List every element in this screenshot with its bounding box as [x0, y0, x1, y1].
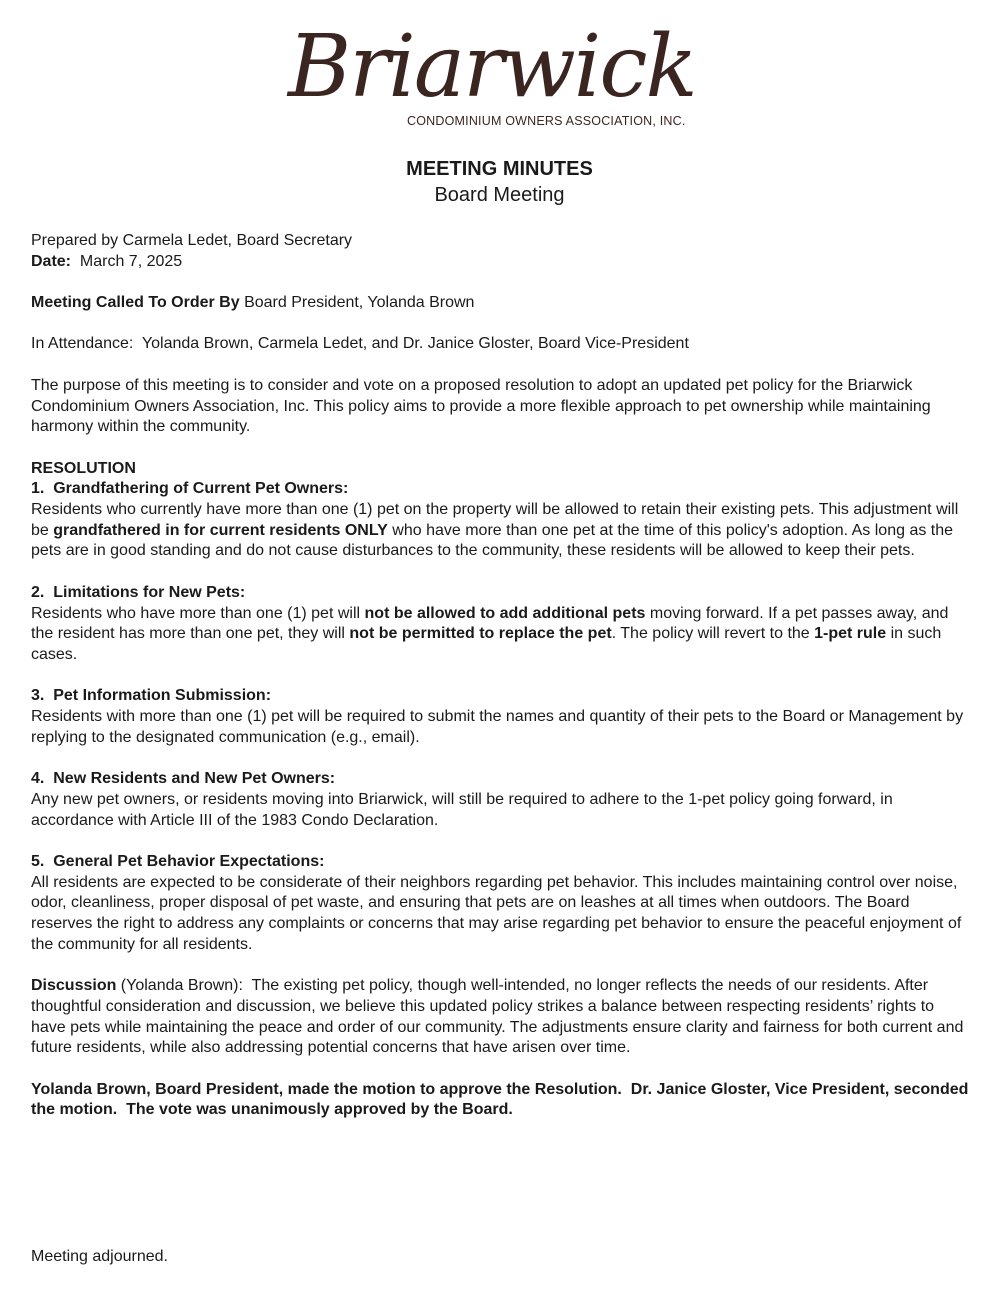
logo-tagline: CONDOMINIUM OWNERS ASSOCIATION, INC.: [407, 114, 686, 128]
item-3-heading: 3. Pet Information Submission:: [31, 687, 272, 705]
item-2-text: in such cases.: [31, 625, 942, 663]
item-1-heading: 1. Grandfathering of Current Pet Owners:: [31, 480, 349, 498]
document-title: MEETING MINUTES: [406, 158, 593, 180]
date-label: Date:: [31, 252, 72, 270]
item-2-text: moving forward. If a pet passes away, and the resident has more than one pet, they will: [31, 604, 949, 643]
discussion-paragraph: [31, 976, 971, 1059]
resolution-item-heading: [31, 583, 971, 604]
resolution-item-body: [31, 500, 971, 562]
resolution-item: [31, 686, 971, 748]
resolution-item: [31, 479, 971, 562]
resolution-item-heading: [31, 852, 971, 873]
item-2-text: . The policy will revert to the: [611, 625, 815, 643]
called-to-order-label: Meeting Called To Order By: [31, 294, 240, 312]
resolution-item-heading: [31, 686, 971, 707]
prepared-by: Prepared by Carmela Ledet, Board Secretary: [31, 232, 353, 249]
resolution-heading: [31, 459, 971, 480]
resolution-item: [31, 583, 971, 666]
resolution-item-heading: [31, 769, 971, 790]
item-2-text: Residents who have more than one (1) pet will: [31, 604, 365, 622]
motion-text: Yolanda Brown, Board President, made the motion to approve the Resolution. Dr. Janice Gloster, Vice President, seconded the motion. The vote was unanimously approved by the Board.: [31, 1080, 973, 1119]
resolution-heading-text: RESOLUTION: [31, 459, 136, 477]
resolution-item: [31, 852, 971, 956]
item-2-emphasis: not be permitted to replace the pet: [349, 625, 612, 643]
resolution-item: [31, 769, 971, 831]
item-1-text: who have more than one pet at the time of this policy's adoption. As long as the pets are in good standing and do not cause disturbances to the community, these residents will be allowed to keep their pets.: [31, 521, 954, 560]
logo-wordmark: Briarwick: [288, 17, 696, 117]
item-1-emphasis: grandfathered in for current residents ONLY: [53, 521, 388, 539]
purpose-paragraph: The purpose of this meeting is to consider and vote on a proposed resolution to adopt an updated pet policy for the Briarwick Condominium Owners Association, Inc. This policy aims to provide a more flexible approach to pet ownership while maintaining harmony within the community.: [31, 376, 931, 436]
discussion-body: (Yolanda Brown): The existing pet policy, though well-intended, no longer reflects the needs of our residents. After thoughtful consideration and discussion, we believe this updated policy strikes a balance between respecting residents’ rights to have pets while maintaining the peace and order of our community. The adjustments ensure clarity and fairness for both current and future residents, while also addressing potential concerns that have arisen over time.: [31, 977, 968, 1057]
briarwick-logo: [288, 17, 696, 135]
item-2-emphasis: 1-pet rule: [814, 625, 887, 643]
meeting-adjourned: Meeting adjourned.: [31, 1248, 168, 1265]
resolution-item-body: All residents are expected to be considerate of their neighbors regarding pet behavior. This includes maintaining control over noise, odor, cleanliness, proper disposal of pet waste, and ensuring that pets are on leashes at all times when outdoors. The Board reserves the right to address any complaints or concerns that may arise regarding pet behavior to ensure the peaceful enjoyment of the community for all residents.: [31, 873, 962, 953]
motion-paragraph: [31, 1080, 971, 1121]
item-1-text: Residents who currently have more than one (1) pet on the property will be allowed to retain their existing pets. This adjustment will be: [31, 501, 959, 539]
date-value: March 7, 2025: [71, 252, 183, 270]
resolution-item-body: [31, 604, 971, 666]
resolution-item-body: Any new pet owners, or residents moving into Briarwick, will still be required to adhere to the 1-pet policy going forward, in accordance with Article III of the 1983 Condo Declaration.: [31, 790, 893, 829]
discussion-label: Discussion: [31, 977, 117, 995]
item-4-heading: 4. New Residents and New Pet Owners:: [31, 770, 336, 788]
document-subtitle: Board Meeting: [434, 184, 565, 206]
item-5-heading: 5. General Pet Behavior Expectations:: [31, 852, 325, 870]
resolution-item-body: Residents with more than one (1) pet will be required to submit the names and quantity of their pets to the Board or Management by replying to the designated communication (e.g., email).: [31, 708, 964, 746]
resolution-item-heading: [31, 479, 971, 500]
meeting-date: [31, 252, 971, 273]
minutes-body: [31, 231, 971, 1121]
called-to-order-value: Board President, Yolanda Brown: [239, 294, 475, 312]
item-2-heading: 2. Limitations for New Pets:: [31, 583, 246, 601]
called-to-order: [31, 293, 971, 314]
item-2-emphasis: not be allowed to add additional pets: [364, 604, 646, 622]
attendance: In Attendance: Yolanda Brown, Carmela Ledet, and Dr. Janice Gloster, Board Vice-President: [31, 335, 689, 353]
